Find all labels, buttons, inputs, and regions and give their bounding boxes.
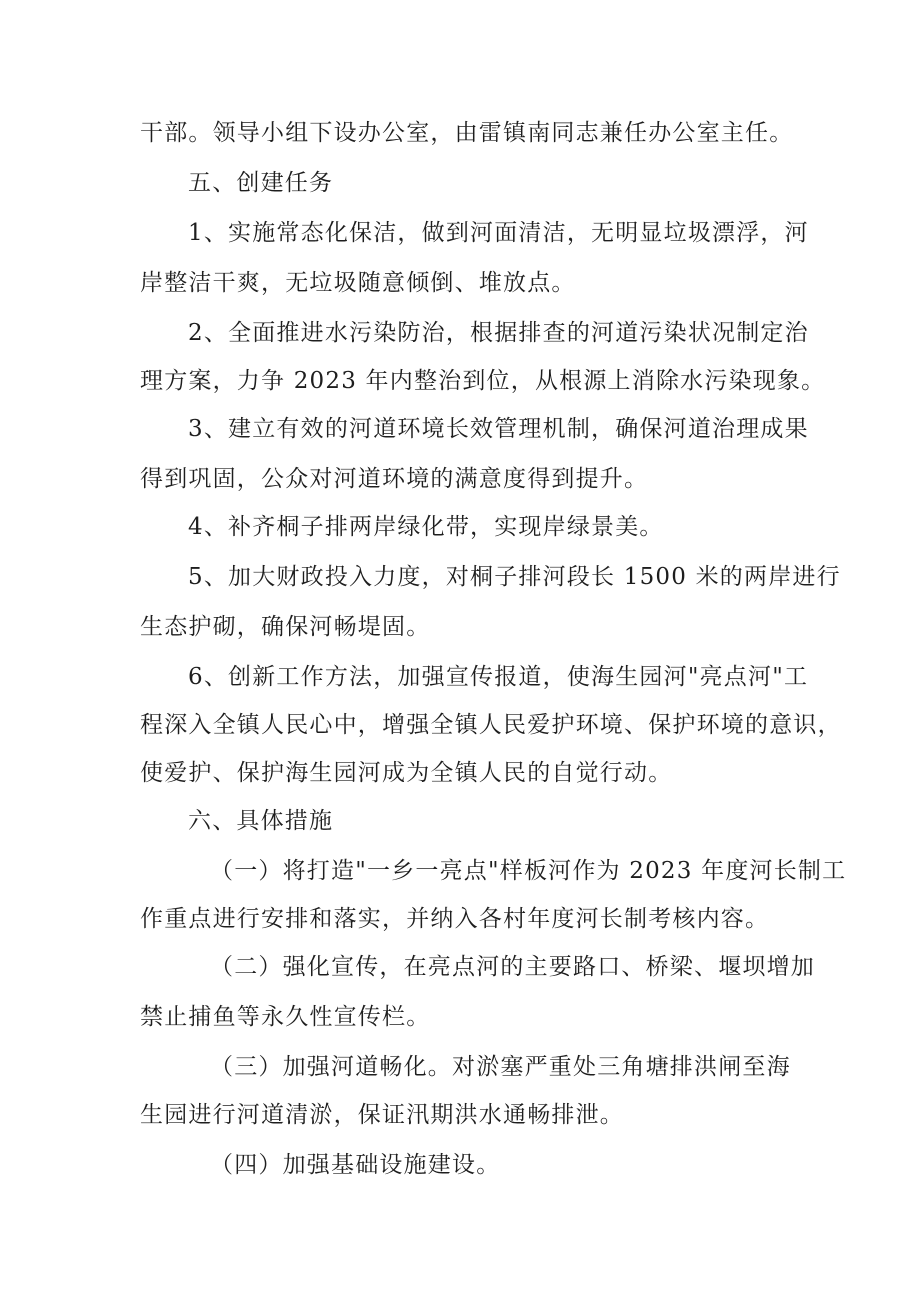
text-line: 理方案，力争 2023 年内整治到位，从根源上消除水污染现象。 (140, 368, 826, 394)
text-line: 使爱护、保护海生园河成为全镇人民的自觉行动。 (140, 760, 673, 786)
text-line: （三）加强河道畅化。对淤塞严重处三角塘排洪闸至海 (210, 1054, 791, 1080)
text-line: 得到巩固，公众对河道环境的满意度得到提升。 (140, 466, 649, 492)
text-line: 作重点进行安排和落实，并纳入各村年度河长制考核内容。 (140, 906, 770, 932)
text-line: 程深入全镇人民心中，增强全镇人民爱护环境、保护环境的意识， (140, 712, 842, 738)
text-line: （四）加强基础设施建设。 (210, 1152, 501, 1178)
text-line: 1、实施常态化保洁，做到河面清洁，无明显垃圾漂浮，河 (188, 220, 809, 246)
text-line: 生园进行河道清淤，保证汛期洪水通畅排泄。 (140, 1102, 624, 1128)
text-line: 岸整洁干爽，无垃圾随意倾倒、堆放点。 (140, 270, 576, 296)
text-line: 6、创新工作方法，加强宣传报道，使海生园河"亮点河"工 (188, 664, 809, 690)
text-line: （二）强化宣传，在亮点河的主要路口、桥梁、堰坝增加 (210, 954, 815, 980)
text-line: （一）将打造"一乡一亮点"样板河作为 2023 年度河长制工 (210, 858, 847, 884)
text-line: 3、建立有效的河道环境长效管理机制，确保河道治理成果 (188, 416, 809, 442)
text-line: 禁止捕鱼等永久性宣传栏。 (140, 1004, 431, 1030)
section-heading: 六、具体措施 (188, 808, 334, 834)
text-line: 生态护砌，确保河畅堤固。 (140, 614, 431, 640)
text-line: 2、全面推进水污染防治，根据排查的河道污染状况制定治 (188, 320, 809, 346)
section-heading: 五、创建任务 (188, 170, 334, 196)
text-line: 干部。领导小组下设办公室，由雷镇南同志兼任办公室主任。 (140, 120, 794, 146)
text-line: 4、补齐桐子排两岸绿化带，实现岸绿景美。 (188, 514, 664, 540)
text-line: 5、加大财政投入力度，对桐子排河段长 1500 米的两岸进行 (188, 564, 841, 590)
